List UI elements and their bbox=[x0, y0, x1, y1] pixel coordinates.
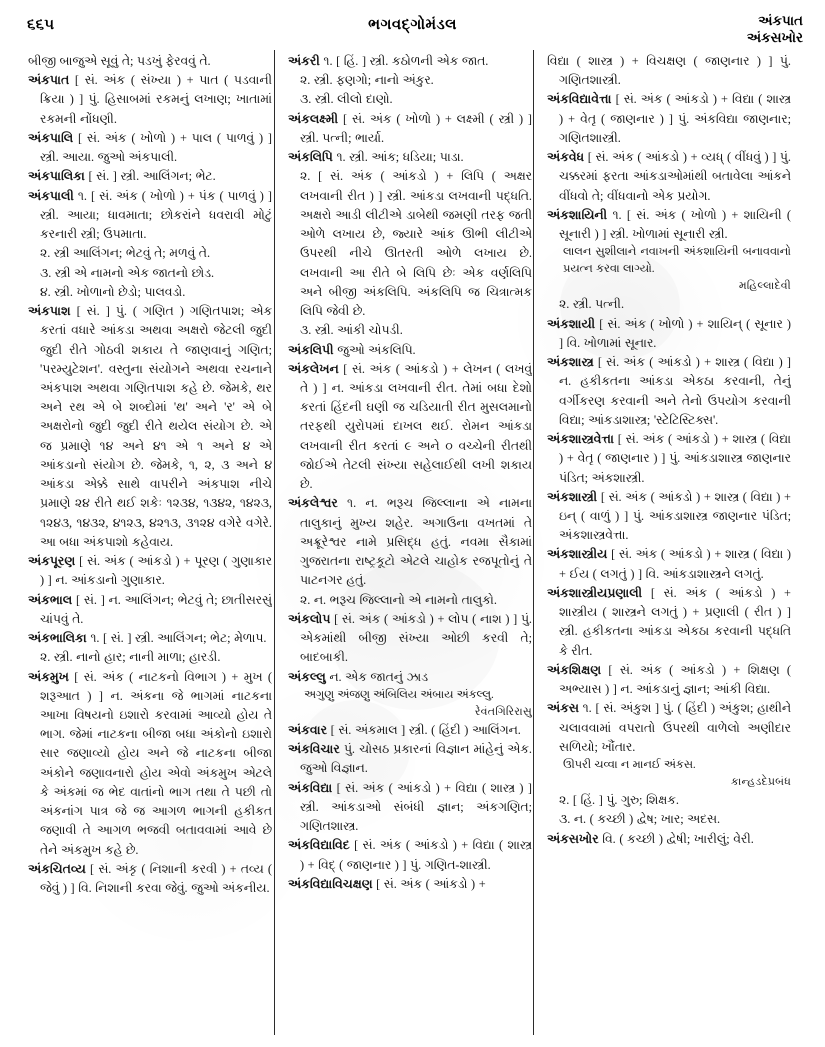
entry-definition bbox=[288, 668, 532, 687]
entry-definition bbox=[28, 71, 272, 129]
definition-text: [ સં. અંક ( નાટકનો વિભાગ ) + મુખ ( શરૂઆત ) ] ન. અંકના જે ભાગમાં નાટકના આખા વિષયનો ઇશારો કરવામાં આવ્યો હોય તે ભાગ. જેમાં નાટકના બીજા બધા અંકોનો ઇશારો સાર જણાવ્યો હોય અને જે નાટકના બીજા અંકોને જણાવનારો હોય એવો અંકમુખ એટલે કે અંકમાં જ ભેદ વાતાંનો ભાગ તથા તે પછી તો અંકનાંગ પાત્ર જે જ આગળ ભાગની હકીકત જણાવી તે આગળ ભજવી બતાવવામાં આવે છે તેને અંકમુખ કહે છે. bbox=[40, 669, 272, 857]
definition-text: [ સં. અંક ( આંકડો ) + શાસ્ત્ર ( વિદ્યા ) + ઈય ( લગતું ) ] વિ. આંકડાશાસ્ત્રને લગતું. bbox=[559, 547, 791, 581]
headword: અંકપાત bbox=[28, 73, 70, 88]
dictionary-entry bbox=[547, 661, 791, 699]
definition-text: [ સં. અંક ( આંકડો ) + લોપ ( નાશ ) ] પું. એકમાંથી બીજી સંખ્યા ઓછી કરવી તે; બાદબાકી. bbox=[300, 611, 532, 665]
definition-text: [ સં. અંક ( ખોળો ) + પાલ ( પાળવું ) ] સ્ત્રી. આયા. જુઓ અંકપાલી. bbox=[40, 130, 272, 165]
headword: અંકલક્ષ્મી bbox=[288, 111, 339, 126]
definition-text: બીજી બાજુએ સૂવું તે; પડખું ફેરવવું તે. bbox=[28, 54, 211, 68]
definition-text: [ સં. અંક ( આંકડો ) + પૂરણ ( ગુણાકાર ) ] ન. આંકડાનો ગુણાકાર. bbox=[40, 554, 272, 588]
dictionary-entry bbox=[288, 110, 532, 148]
dictionary-entry bbox=[547, 584, 791, 661]
dictionary-entry bbox=[288, 721, 532, 740]
headword: અંકપાલિકા bbox=[28, 169, 85, 184]
definition-text: [ સં. અંક ( આંકડો ) + વિદ્યા ( શાસ્ત્ર ) + વિદ્ ( જાણનાર ) ] પું. ગણિત-શાસ્ત્રી. bbox=[300, 838, 532, 872]
dictionary-entry bbox=[547, 545, 791, 583]
definition-text: [ સં. અંક ( આંકડો ) + લેખન ( લખવું તે ) ] ન. આંકડા લખવાની રીત. તેમાં બધા દેશો કરતાં હિંદની ઘણી જ ચડિયાતી રીત મુસલમાનો તરફથી યુરોપમાં દાખલ થઈ. રોમન આંકડા લખવાની રીત કરતાં ૯ અને ૦ વચ્ચેની રીતથી જોઈએ તેટલી સંખ્યા સહેલાઈથી લખી શકાય છે. bbox=[300, 361, 532, 492]
headword: અંકલેખન bbox=[288, 361, 339, 376]
dictionary-entry bbox=[28, 187, 272, 302]
citation-source: મહિલ્લાદેવી bbox=[738, 280, 791, 293]
definition-text: ન. ભરૂચ જિલ્લાના એ નામના તાલુકાનું મુખ્ય શહેર. અગાઉના વખતમાં તે અક્રૂરેશ્વર નામે પ્રસિદ્ધ હતું. નવમા સૈકામાં ગુજરાતના રાષ્ટ્રકૂટો એટલે ચાહોક રજપૂતોનું તે પાટનગર હતું. bbox=[300, 496, 532, 588]
citation-quote: લાલન સુશીલાને નવાખની અંકશાયિની બનાવવાનો પ્રયત્ન કરવા લાગ્યો. bbox=[563, 246, 791, 276]
entry-definition bbox=[28, 668, 272, 860]
entry-definition bbox=[28, 52, 272, 71]
sense-number: ૧. bbox=[77, 188, 87, 203]
sense-number: ૧. bbox=[347, 496, 357, 511]
dictionary-entry bbox=[547, 353, 791, 430]
headword: અંકશાયી bbox=[547, 316, 596, 331]
definition-text: [ સં. અંક ( આંકડો ) + શાસ્ત્ર ( વિદ્યા ) ] ન. હકીકતના આંકડા એકઠા કરવાની, તેનું વર્ગીકરણ કરવાની અને તેનો ઉપયોગ કરવાની વિદ્યા; આંકડાશાસ્ત્ર; 'સ્ટેટિસ્ટિક્સ'. bbox=[559, 355, 791, 427]
entry-definition bbox=[28, 860, 272, 898]
headword: અંકલિપી bbox=[288, 342, 334, 357]
definition-text: [ સં. અંક ( ખોળો ) + લક્ષ્મી ( સ્ત્રી ) ] સ્ત્રી. પત્ની; ભાર્યા. bbox=[300, 111, 532, 145]
entry-continuation bbox=[547, 52, 791, 90]
entry-definition bbox=[547, 52, 791, 90]
text-column-1 bbox=[28, 52, 272, 1037]
dictionary-entry bbox=[547, 830, 791, 849]
entry-definition bbox=[28, 591, 272, 629]
entry-definition bbox=[547, 488, 791, 546]
headword: અંકવિદ્યાવેત્તા bbox=[547, 92, 612, 107]
entry-continuation bbox=[28, 52, 272, 71]
entry-definition bbox=[28, 629, 272, 648]
dictionary-entry bbox=[288, 360, 532, 495]
definition-text: [ સં. અંક ( ખોળો ) + શાયિન્ ( સૂનાર ) ] વિ. ખોળામાં સૂનાર. bbox=[559, 316, 791, 350]
entry-definition bbox=[547, 430, 791, 488]
headword: અંકલોપ bbox=[288, 611, 331, 626]
headword: અંકશાયિની bbox=[547, 207, 608, 222]
dictionary-entry bbox=[547, 90, 791, 148]
citation-quote: અગુણુ અંજણુ અંબિલિય અંબાય અંકલ્લુ. bbox=[304, 688, 494, 701]
entry-definition bbox=[288, 740, 532, 778]
dictionary-entry bbox=[288, 610, 532, 668]
definition-text: [ સં. ] સ્ત્રી. આલિંગન; ભેટ. bbox=[88, 169, 216, 184]
headword: અંકસખોર bbox=[547, 831, 599, 846]
dictionary-entry bbox=[28, 591, 272, 629]
definition-text: [ સં. અંક ( આંકડો ) + શિક્ષણ ( અભ્યાસ ) ] ન. આંકડાનું જ્ઞાન; આંકી વિદ્યા. bbox=[559, 662, 791, 697]
column-rule-2 bbox=[533, 50, 534, 1035]
entry-definition bbox=[547, 148, 791, 206]
sense-number: ૧. bbox=[582, 701, 592, 716]
definition-text: [ સં. અંક ( આંકડો ) + વિદ્યા ( શાસ્ત્ર ) ] સ્ત્રી. આંકડાઓ સંબંધી જ્ઞાન; અંકગણિત; ગણિતશાસ્ત્ર. bbox=[300, 780, 532, 834]
entry-definition bbox=[547, 830, 791, 849]
citation-quote: ઊપરી ચવ્વા ન માનઈ અંકસ. bbox=[563, 759, 696, 772]
entry-definition bbox=[28, 129, 272, 167]
headword: અંકપાલિ bbox=[28, 130, 74, 145]
definition-text: [ સં. અંક ( આંકડો ) + શાસ્ત્ર ( વિદ્યા ) + વેતૃ ( જાણનાર ) ] પું. આંકડાશાસ્ત્ર જાણનાર પંડિત; અંકશાસ્ત્રી. bbox=[559, 432, 791, 485]
definition-text: [ સં. અંક ( આંકડો ) + વિદ્યા ( શાસ્ત્ર ) + વેતૃ ( જાણનાર ) ] પું. અંકવિદ્યા જાણનાર; ગણિતશાસ્ત્રી. bbox=[559, 92, 791, 145]
citation-source: રેવંતગિરિરાસુ bbox=[474, 705, 532, 718]
headword: અંકવિદ્યાવિદ bbox=[288, 838, 350, 853]
definition-text: વિ. ( કચ્છી ) દ્વેષી; ખારીલું; વેરી. bbox=[602, 831, 754, 846]
definition-text: [ સં. અંક ( આંકડો ) + વ્યધ્ ( વીંધવું ) ] પું. ચક્કરમાં ફરતા આંકડાઓમાંથી બતાવેલા આંકને વીંધવો તે; વીંધવાનો એક પ્રયોગ. bbox=[559, 150, 791, 203]
entry-definition bbox=[288, 52, 532, 71]
headword: અંકપાશ bbox=[28, 304, 71, 319]
entry-definition bbox=[28, 187, 272, 245]
headword: અંકરી bbox=[288, 54, 320, 68]
headword: અંકભાલિકા bbox=[28, 631, 87, 646]
definition-text: [ સં. અંકમાલ ] સ્ત્રી. ( હિંદી ) આલિંગન. bbox=[330, 722, 521, 737]
dictionary-entry bbox=[28, 668, 272, 860]
headword: અંકશાસ્ત્રી bbox=[547, 489, 598, 504]
dictionary-entry bbox=[288, 779, 532, 837]
entry-sense: ૨. સ્ત્રી. ફણગો; નાનો અંકુર. bbox=[300, 73, 434, 88]
dictionary-entry bbox=[547, 315, 791, 353]
headword: અંકશિક્ષણ bbox=[547, 662, 602, 677]
headword: અંકવેધ bbox=[547, 150, 585, 165]
dictionary-entry bbox=[288, 494, 532, 609]
definition-text: [ સં. અંક ( આંકડો ) + શાસ્ત્રીય ( શાસ્ત્રને લગતું ) + પ્રણાલી ( રીત ) ] સ્ત્રી. હકીકતના આંકડા એકઠા કરવાની પદ્ધતિ કે રીત. bbox=[559, 585, 791, 658]
entry-definition bbox=[547, 545, 791, 583]
entry-definition bbox=[288, 610, 532, 668]
headword: અંકશાસ્ત્ર bbox=[547, 355, 594, 370]
entry-sense: ૪. સ્ત્રી. ખોળાનો છેડો; પાલવડો. bbox=[40, 284, 186, 299]
sense-number: ૧. bbox=[336, 150, 346, 165]
definition-text: સ્ત્રી. આંક; ધડિયા; પાડા. bbox=[349, 150, 464, 165]
dictionary-entry bbox=[288, 875, 532, 894]
entry-sense: ૩. ન. ( કચ્છી ) દ્વેષ; ખાર; અદસ. bbox=[559, 812, 721, 827]
definition-text: [ સં. અંક ( ખોળો ) + શાયિની ( સૂનારી ) ] સ્ત્રી. ખોળામાં સૂનારી સ્ત્રી. bbox=[559, 207, 791, 242]
entry-definition bbox=[288, 148, 532, 167]
book-title: ભગવદ્ગોમંડલ bbox=[368, 17, 457, 33]
definition-text: [ સં. ] પું. ( ગણિત ) ગણિતપાશ; એક કરતાં વધારે આંકડા અથવા અક્ષરો જેટલી જુદી જુદી રીતે ગોઠવી શકાય તે જાણવાનું ગણિત; 'પરમ્યુટેશન'. વસ્તુના સંયોગને અથવા રચનાને અંકપાશ અથવા ગણિતપાશ કહે છે. જેમકે, થર અને રથ એ બે શબ્દોમાં 'થ' અને 'ર' એ બે અક્ષરોનો જુદી જુદી રીતે થયેલ સંયોગ છે. એ જ પ્રમાણે ૧૪ અને ૪૧ એ ૧ અને ૪ એ આંકડાનો સંયોગ છે. જેમકે, ૧, ૨, ૩ અને ૪ આંકડા એક્કે સાથે વાપરીને અંકપાશ નીચે પ્રમાણે ૨૪ રીતે થઈ શકેઃ ૧૨૩૪, ૧૩૪૨, ૧૪૨૩, ૧૨૪૩, ૧૪૩૨, ૪૧૨૩, ૪૨૧૩, ૩૧૨૪ વગેરે વગેરે. આ બધા અંકપાશો કહેવાય. bbox=[40, 304, 272, 549]
dictionary-entry bbox=[288, 740, 532, 778]
entry-definition bbox=[288, 494, 532, 590]
dictionary-entry bbox=[547, 430, 791, 488]
text-column-3 bbox=[547, 52, 791, 1037]
headword: અંકશાસ્ત્રીય bbox=[547, 547, 608, 562]
headword: અંકલેશ્વર bbox=[288, 496, 338, 511]
dictionary-entry bbox=[547, 206, 791, 315]
sense-number: ૧. bbox=[90, 631, 100, 646]
sense-number: ૧. bbox=[612, 207, 622, 222]
entry-definition bbox=[288, 875, 532, 894]
dictionary-entry bbox=[288, 668, 532, 721]
definition-text: [ સં. અંક ( આંકડો ) + bbox=[376, 876, 486, 891]
headword: અંકભાલ bbox=[28, 592, 73, 607]
dictionary-entry bbox=[28, 302, 272, 552]
headword: અંકવિદ્યાવિચક્ષણ bbox=[288, 876, 373, 891]
definition-text: ન. એક જાતનું ઝાડ bbox=[329, 669, 428, 684]
entry-definition bbox=[547, 315, 791, 353]
entry-sense: ૩. સ્ત્રી. આંકી ચોપડી. bbox=[300, 323, 403, 338]
dictionary-entry bbox=[547, 488, 791, 546]
entry-definition bbox=[288, 341, 532, 360]
definition-text: પું. ચોસઠ પ્રકારનાં વિજ્ઞાન માંહેનું એક. જુઓ વિજ્ઞાન. bbox=[300, 742, 532, 776]
headword: અંકશાસ્ત્રવેત્તા bbox=[547, 432, 614, 447]
headword: અંકશાસ્ત્રીયપ્રણાલી bbox=[547, 585, 643, 600]
dictionary-entry bbox=[547, 699, 791, 829]
entry-sense: ૨. સ્ત્રી. પત્ની. bbox=[559, 297, 625, 312]
dictionary-entry bbox=[288, 836, 532, 874]
entry-definition bbox=[288, 779, 532, 837]
sense-number: ૧. bbox=[323, 54, 333, 68]
dictionary-entry bbox=[28, 552, 272, 590]
entry-sense: ૨. [ હિં. ] પું. ગુરુ; શિક્ષક. bbox=[559, 793, 679, 808]
text-column-2 bbox=[288, 52, 532, 1037]
definition-text: [ સં. અંકુશ ] પું. ( હિંદી ) અંકુશ; હાથીને ચલાવવામાં વપરાતો ઉપરથી વાળેલો અણીદાર સળિયો; ખૌંતાર. bbox=[559, 701, 791, 754]
definition-text: [ હિં. ] સ્ત્રી. કઠોળની એક જાત. bbox=[336, 54, 489, 68]
headword: અંકવિચાર bbox=[288, 742, 340, 757]
entry-definition bbox=[28, 552, 272, 590]
guide-words bbox=[747, 12, 803, 47]
dictionary-entry bbox=[288, 52, 532, 110]
headword: અંકલ્લુ bbox=[288, 669, 326, 684]
entry-definition bbox=[28, 167, 272, 186]
entry-definition bbox=[288, 721, 532, 740]
definition-text: [ સં. અંક ( આંકડો ) + શાસ્ત્ર ( વિદ્યા ) + ઇન્ ( વાળું ) ] પું. આંકડાશાસ્ત્ર જાણનાર પંડિત; અંકશાસ્ત્રવેત્તા. bbox=[559, 489, 791, 543]
entry-definition bbox=[547, 206, 791, 244]
definition-text: [ સં. ] સ્ત્રી. આલિંગન; ભેટ; મેળાપ. bbox=[103, 631, 267, 646]
entry-sense: ૨. સ્ત્રી આલિંગન; ભેટવું તે; મળવું તે. bbox=[40, 246, 211, 261]
entry-definition bbox=[547, 353, 791, 430]
guide-word-last: અંકસખોર bbox=[746, 30, 803, 46]
entry-sense: ૨. સ્ત્રી. નાનો હાર; નાની માળા; હારડી. bbox=[40, 650, 221, 665]
running-head bbox=[0, 0, 825, 48]
headword: અંકપૂરણ bbox=[28, 554, 76, 569]
headword: અંકમુખ bbox=[28, 669, 69, 684]
dictionary-entry bbox=[28, 71, 272, 129]
entry-definition bbox=[288, 110, 532, 148]
entry-sense: ૨. ન. ભરૂચ જિલ્લાનો એ નામનો તાલુકો. bbox=[300, 592, 497, 607]
entry-definition bbox=[547, 699, 791, 757]
column-rule-1 bbox=[274, 50, 275, 1035]
entry-sense: ૩. સ્ત્રી એ નામનો એક જાતનો છોડ. bbox=[40, 265, 215, 280]
entry-definition bbox=[288, 360, 532, 495]
entry-sense: ૩. સ્ત્રી. લીલો દાણો. bbox=[300, 92, 393, 107]
headword: અંકસ bbox=[547, 701, 579, 716]
entry-definition bbox=[547, 661, 791, 699]
dictionary-entry bbox=[28, 860, 272, 898]
headword: અંકવાર bbox=[288, 722, 328, 737]
dictionary-entry bbox=[28, 129, 272, 167]
guide-word-first: અંકપાત bbox=[758, 13, 803, 28]
entry-definition bbox=[288, 836, 532, 874]
dictionary-entry bbox=[288, 341, 532, 360]
headword: અંકચિતવ્ય bbox=[28, 861, 86, 876]
entry-sense: ૨. [ સં. અંક ( આંકડો ) + લિપિ ( અક્ષર લખવાની રીત ) ] સ્ત્રી. આંકડા લખવાની પદ્ધતિ. અક્ષરો આડી લીટીએ ડાબેથી જમણી તરફ જતી ઓળે લખાય છે, જ્યારે આંક ઊભી લીટીએ ઉપરથી નીચે ઊતરતી ઓળે લખાય છે. લખવાની આ રીતે બે લિપિ છેઃ એક વર્ણલિપિ અને બીજી અંકલિપિ. અંકલિપિ જ ચિત્રાત્મક લિપિ જેવી છે. bbox=[300, 169, 532, 319]
entry-definition bbox=[547, 584, 791, 661]
definition-text: [ સં. ] ન. આલિંગન; ભેટવું તે; છાતીસરસું ચાંપવું તે. bbox=[40, 592, 272, 626]
dictionary-entry bbox=[288, 148, 532, 340]
headword: અંકલિપિ bbox=[288, 150, 333, 165]
entry-definition bbox=[28, 302, 272, 552]
definition-text: [ સં. અંક ( ખોળો ) + પંક ( પાળવું ) ] સ્ત્રી. આયા; ધાવમાતા; છોકરાંને ધવરાવી મોટું કરનારી સ્ત્રી; ઉપમાતા. bbox=[40, 188, 272, 242]
definition-text: [ સં. અંકૃ ( નિશાની કરવી ) + તવ્ય ( જેવું ) ] વિ. નિશાની કરવા જેવું. જુઓ અંકનીય. bbox=[40, 861, 272, 896]
citation-source: કાન્હડદેપ્રબંધ bbox=[730, 775, 791, 788]
page-number: ૬૬૫ bbox=[27, 17, 55, 33]
dictionary-entry bbox=[28, 167, 272, 186]
headword: અંકપાલી bbox=[28, 188, 74, 203]
dictionary-entry bbox=[547, 148, 791, 206]
headword: અંકવિદ્યા bbox=[288, 780, 333, 795]
definition-text: જુઓ અંકલિપિ. bbox=[337, 342, 416, 357]
entry-definition bbox=[547, 90, 791, 148]
definition-text: વિદ્યા ( શાસ્ત્ર ) + વિચક્ષણ ( જાણનાર ) ] પું. ગણિતશાસ્ત્રી. bbox=[547, 54, 791, 88]
dictionary-entry bbox=[28, 629, 272, 667]
definition-text: [ સં. અંક ( સંખ્યા ) + પાત ( પડવાની ક્રિયા ) ] પું. હિસાબમાં રકમનું લખાણ; ખાતામાં રકમની નોંધણી. bbox=[40, 73, 272, 126]
